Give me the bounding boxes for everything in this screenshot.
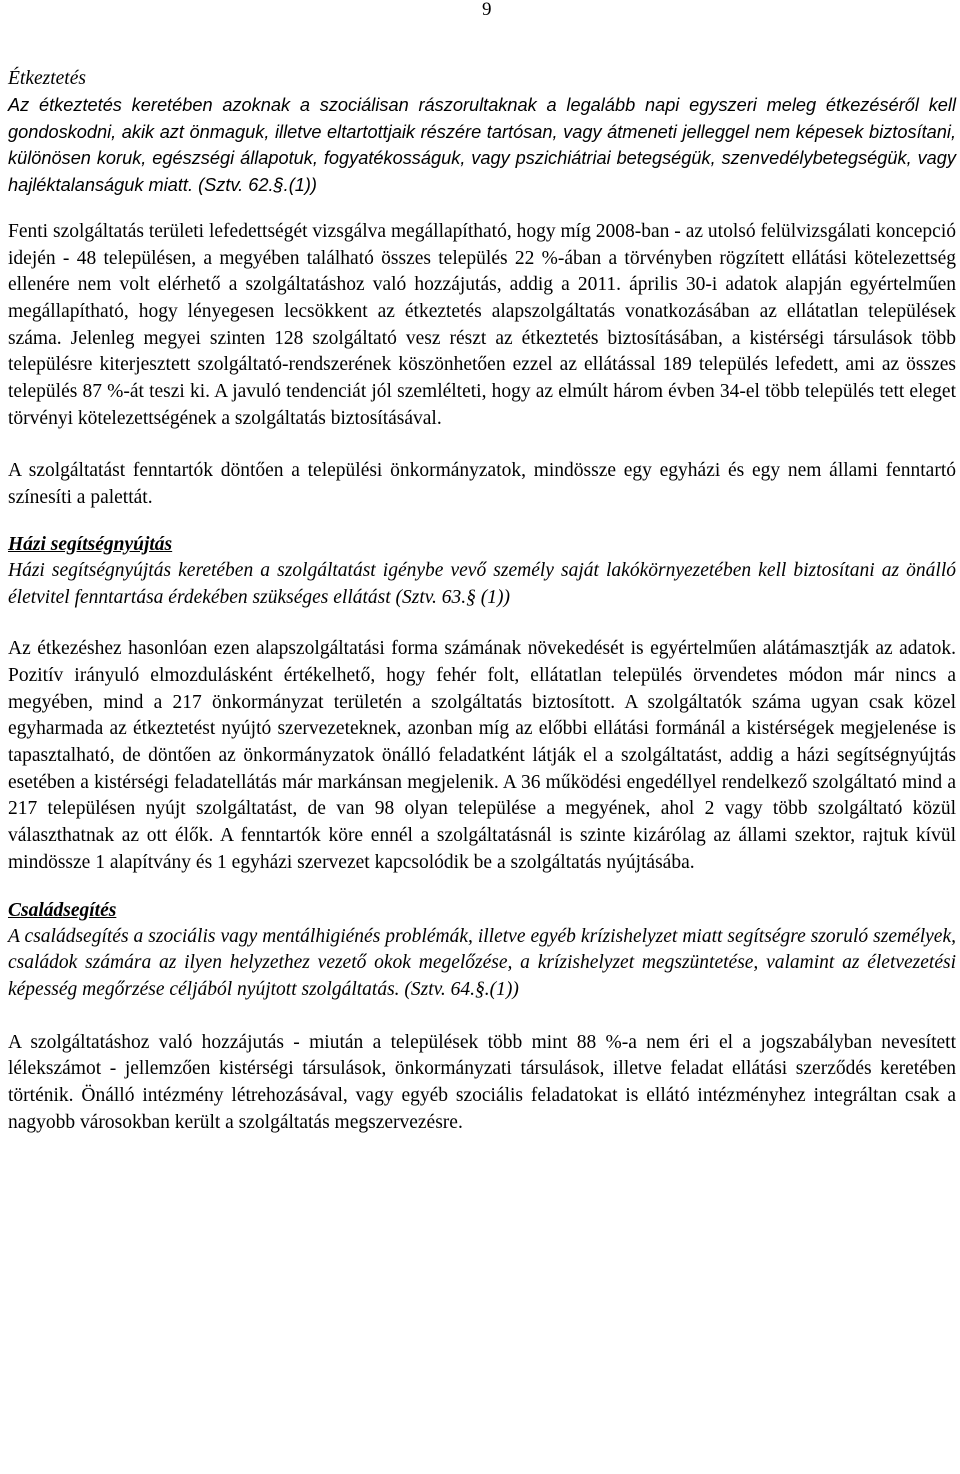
- document-body: [8, 66, 956, 1137]
- page-number: 9: [482, 0, 492, 20]
- etkeztetes-paragraph-1: Fenti szolgáltatás területi lefedettségét vizsgálva megállapítható, hogy míg 2008-ban - az utolsó felülvizsgálati koncepció idején - 48 településen, a megyében található összes település 22 %-ában a törvényben rögzített ellátási kötelezettség ellenére nem volt elérhető a szolgáltatáshoz való hozzájutás, addig a 2011. április 30-i adatok alapján egyértelműen megállapítható, hogy lényegesen lecsökkent az étkeztetés alapszolgáltatás vonatkozásában az ellátatlan települések száma. Jelenleg megyei szinten 128 szolgáltató vesz részt az étkeztetés biztosításában, a kistérségi társulások több településre kiterjesztett szolgáltató-rendszerének köszönhetően ezzel az ellátással 189 település lefedett, ami az összes település 87 %-át teszi ki. A javuló tendenciát jól szemlélteti, hogy az elmúlt három évben 34-el több település tett eleget törvényi kötelezettségének a szolgáltatás biztosításával.: [8, 220, 956, 429]
- section-title-etkeztetes: Étkeztetés: [8, 68, 86, 89]
- etkeztetes-definition: Az étkeztetés keretében azoknak a szociálisan rászorultaknak a legalább napi egyszeri meleg étkezéséről kell gondoskodni, akik azt önmaguk, illetve eltartottjaik részére tartósan, vagy átmeneti jelleggel nem képesek biztosítani, különösen koruk, egészségi állapotuk, fogyatékosságuk, vagy pszichiátriai betegségük, szenvedélybetegségük, vagy hajléktalanságuk miatt. (Sztv. 62.§.(1)): [8, 95, 956, 196]
- section-title-hazi-segitsegnyujtas: Házi segítségnyújtás: [8, 533, 173, 555]
- hazi-segitsegnyujtas-paragraph-1: Az étkezéshez hasonlóan ezen alapszolgáltatási forma számának növekedését is egyértelműen alátámasztják az adatok. Pozitív irányuló elmozdulásként értékelhető, hogy fehér folt, ellátatlan település örvendetes módon már nincs a megyében, mind a 217 önkormányzat területén a szolgáltatás biztosított. A szolgáltatók száma ugyan csak közel egyharmada az étkeztetést nyújtó szervezeteknek, azonban míg az előbbi ellátási formánál a kistérségek megjelenése is tapasztalható, de döntően az önkormányzatok önálló feladatként látják el a szolgáltatást, addig a házi segítségnyújtás esetében a kistérségi feladatellátás már markánsan megjelenik. A 36 működési engedéllyel rendelkező szolgáltató mind a 217 településen nyújt szolgáltatást, de van 98 olyan települése a megyének, ahol 2 vagy több szolgáltató közül választhatnak az ott élők. A fenntartók köre ennél a szolgáltatásnál is szinte kizárólag az állami szektor, rajtuk kívül mindössze 1 alapítvány és 1 egyházi szervezet kapcsolódik be a szolgáltatás nyújtásába.: [8, 638, 956, 873]
- csaladsegites-definition: A családsegítés a szociális vagy mentálhigiénés problémák, illetve egyéb krízishelyzet miatt segítségre szoruló személyek, családok számára az ilyen helyzethez vezető okok megelőzése, a krízishelyzet megszüntetése, valamint az életvezetési képesség megőrzése céljából nyújtott szolgáltatás. (Sztv. 64.§.(1)): [8, 925, 956, 1000]
- csaladsegites-paragraph-1: A szolgáltatáshoz való hozzájutás - miután a települések több mint 88 %-a nem éri el a jogszabályban nevesített lélekszámot - jellemzően kistérségi társulások, önkormányzati társulások, illetve feladat ellátási szerződés keretében történik. Önálló intézmény létrehozásával, vagy egyéb szociális feladatokat is ellátó intézményhez integráltan csak a nagyobb városokban került a szolgáltatás megszervezésre.: [8, 1031, 956, 1133]
- etkeztetes-paragraph-2: A szolgáltatást fenntartók döntően a települési önkormányzatok, mindössze egy egyházi és egy nem állami fenntartó színesíti a palettát.: [8, 460, 956, 509]
- hazi-segitsegnyujtas-definition: Házi segítségnyújtás keretében a szolgáltatást igénybe vevő személy saját lakókörnyezetében kell biztosítani az önálló életvitel fenntartása érdekében szükséges ellátást (Sztv. 63.§ (1)): [8, 559, 956, 608]
- section-title-csaladsegites: Családsegítés: [8, 899, 117, 921]
